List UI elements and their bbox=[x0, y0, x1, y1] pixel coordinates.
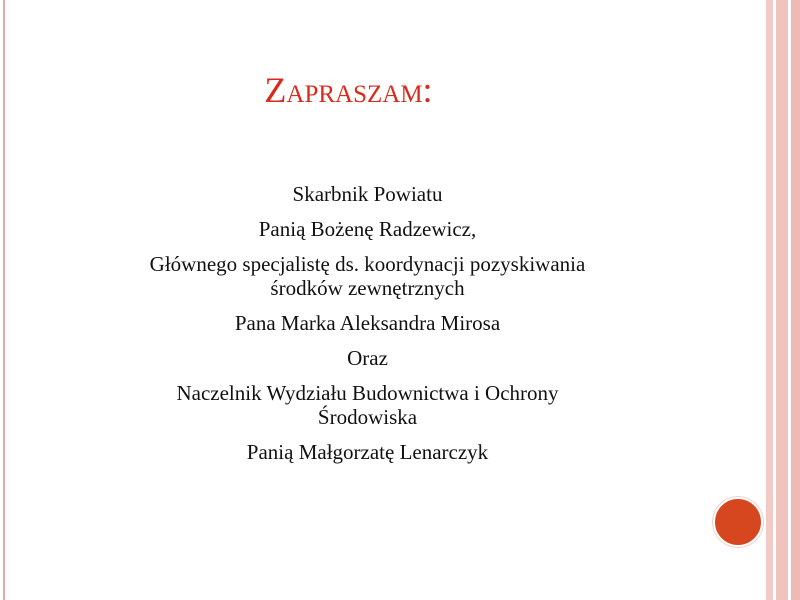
body-line-treasurer-role: Skarbnik Powiatu bbox=[292, 182, 443, 206]
slide-title: Zapraszam: bbox=[264, 70, 433, 110]
body-line-specialist-role-2: środków zewnętrznych bbox=[270, 276, 465, 300]
body-line-specialist-name: Pana Marka Aleksandra Mirosa bbox=[234, 311, 501, 335]
right-frame-stripes bbox=[766, 0, 800, 600]
body-line-treasurer-name: Panią Bożenę Radzewicz, bbox=[258, 217, 477, 241]
slide-body bbox=[60, 182, 675, 464]
body-line-head-role-2: Środowiska bbox=[317, 405, 418, 429]
body-line-specialist-role-1: Głównego specjalistę ds. koordynacji pozyskiwania bbox=[149, 252, 586, 276]
body-line-head-role-1: Naczelnik Wydziału Budownictwa i Ochrony bbox=[176, 381, 559, 405]
body-line-oraz: Oraz bbox=[347, 346, 388, 370]
body-line-head-name: Panią Małgorzatę Lenarczyk bbox=[246, 440, 489, 464]
decorative-circle bbox=[713, 497, 763, 547]
